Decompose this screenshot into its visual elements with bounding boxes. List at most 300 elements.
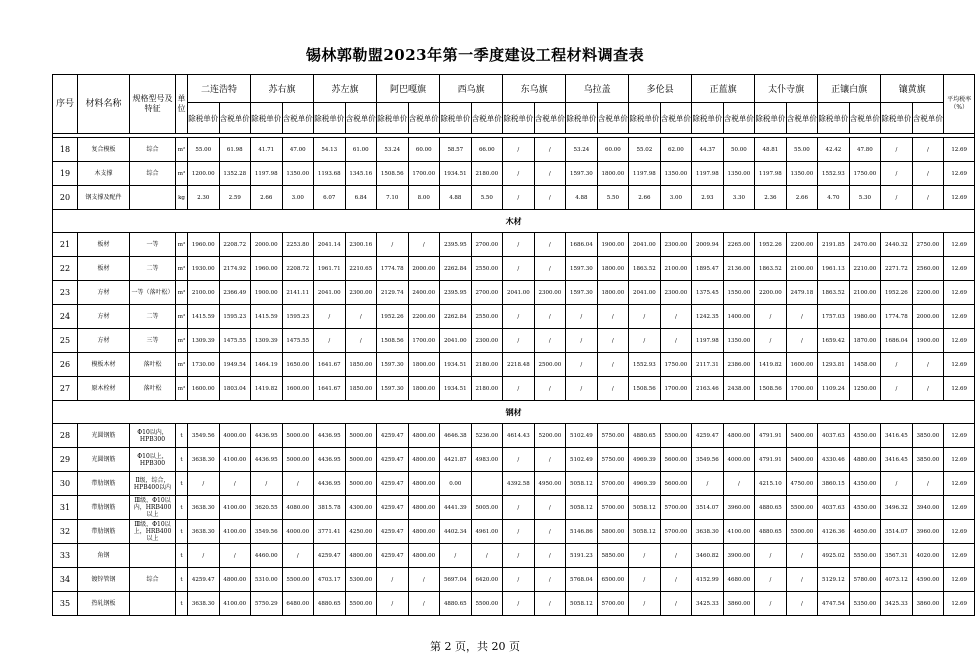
price-incl-tax: 2550.00 — [471, 305, 503, 329]
price-excl-tax: 1900.00 — [251, 281, 283, 305]
page-footer: 第 2 页，共 20 页 — [430, 640, 520, 653]
price-excl-tax: / — [503, 138, 535, 162]
price-excl-tax: 4747.54 — [818, 592, 850, 616]
price-excl-tax: 4259.47 — [377, 472, 409, 496]
table-row — [53, 448, 975, 472]
price-incl-tax: 1800.00 — [408, 353, 440, 377]
row-spec: 一等 — [130, 233, 176, 257]
price-incl-tax: 61.00 — [345, 138, 377, 162]
price-incl-tax: 2300.00 — [660, 233, 692, 257]
price-incl-tax: 4800.00 — [723, 424, 755, 448]
price-incl-tax: 5600.00 — [660, 472, 692, 496]
row-unit: m³ — [176, 329, 188, 353]
price-excl-tax: 4259.47 — [377, 424, 409, 448]
price-excl-tax: 4969.39 — [629, 448, 661, 472]
header-price-excl-tax: 除税单价 — [251, 103, 283, 134]
price-excl-tax: 1774.78 — [377, 257, 409, 281]
price-incl-tax: 47.80 — [849, 138, 881, 162]
price-excl-tax: / — [188, 544, 220, 568]
header-region: 东乌旗 — [503, 75, 566, 103]
price-excl-tax: 2191.85 — [818, 233, 850, 257]
price-incl-tax: 4650.00 — [849, 520, 881, 544]
price-excl-tax: 4969.39 — [629, 472, 661, 496]
table-row — [53, 138, 975, 162]
row-material-name: 光圆钢筋 — [78, 448, 130, 472]
table-row — [53, 305, 975, 329]
row-material-name: 板材 — [78, 257, 130, 281]
price-excl-tax: 6.07 — [314, 186, 346, 210]
price-excl-tax: 1597.30 — [377, 353, 409, 377]
price-incl-tax: 5500.00 — [471, 592, 503, 616]
price-incl-tax: 1350.00 — [723, 329, 755, 353]
row-tax-rate: 12.69 — [944, 329, 975, 353]
price-incl-tax: 3960.00 — [723, 496, 755, 520]
header-price-incl-tax: 含税单价 — [597, 103, 629, 134]
price-excl-tax: 4791.91 — [755, 448, 787, 472]
row-tax-rate: 12.69 — [944, 448, 975, 472]
price-excl-tax: 3638.30 — [188, 448, 220, 472]
price-incl-tax: / — [660, 568, 692, 592]
price-incl-tax: 1595.23 — [282, 305, 314, 329]
price-excl-tax: / — [881, 138, 913, 162]
header-region: 乌拉盖 — [566, 75, 629, 103]
price-excl-tax: / — [566, 353, 598, 377]
price-excl-tax: 1600.00 — [188, 377, 220, 401]
price-excl-tax: 4259.47 — [377, 520, 409, 544]
price-incl-tax: 5500.00 — [786, 520, 818, 544]
price-incl-tax: 8.00 — [408, 186, 440, 210]
price-incl-tax: 3.00 — [660, 186, 692, 210]
row-material-name: 镀锌管钢 — [78, 568, 130, 592]
price-excl-tax: 4646.38 — [440, 424, 472, 448]
price-excl-tax: / — [755, 305, 787, 329]
price-incl-tax: 1350.00 — [786, 162, 818, 186]
price-excl-tax: 1464.19 — [251, 353, 283, 377]
row-unit: m² — [176, 138, 188, 162]
price-incl-tax: 1250.00 — [849, 377, 881, 401]
price-incl-tax: / — [534, 138, 566, 162]
price-incl-tax: / — [597, 305, 629, 329]
price-incl-tax: 2300.00 — [345, 281, 377, 305]
price-excl-tax: 2100.00 — [188, 281, 220, 305]
price-incl-tax: / — [408, 568, 440, 592]
price-excl-tax: 2218.48 — [503, 353, 535, 377]
row-spec: 综合 — [130, 162, 176, 186]
row-tax-rate: 12.69 — [944, 305, 975, 329]
price-excl-tax: 1952.26 — [755, 233, 787, 257]
row-spec: 落叶松 — [130, 353, 176, 377]
price-incl-tax: 5000.00 — [345, 424, 377, 448]
row-seq: 25 — [53, 329, 78, 353]
price-incl-tax: 4250.00 — [345, 520, 377, 544]
row-seq: 21 — [53, 233, 78, 257]
price-incl-tax: 1700.00 — [660, 377, 692, 401]
price-excl-tax: 1508.56 — [377, 162, 409, 186]
price-excl-tax: / — [188, 472, 220, 496]
row-unit: t — [176, 520, 188, 544]
price-excl-tax: 5058.12 — [629, 520, 661, 544]
price-incl-tax: 4800.00 — [408, 520, 440, 544]
price-incl-tax: 1850.00 — [345, 377, 377, 401]
section-title: 钢材 — [53, 401, 975, 424]
price-incl-tax: 5.30 — [849, 186, 881, 210]
price-excl-tax: 2395.95 — [440, 233, 472, 257]
price-excl-tax: 1863.52 — [755, 257, 787, 281]
row-material-name: 角钢 — [78, 544, 130, 568]
price-excl-tax: 1193.68 — [314, 162, 346, 186]
price-excl-tax: / — [629, 305, 661, 329]
price-excl-tax: 5058.12 — [566, 496, 598, 520]
row-material-name: 木支撑 — [78, 162, 130, 186]
section-row — [53, 210, 975, 233]
price-incl-tax: 5550.00 — [849, 544, 881, 568]
price-excl-tax: 4436.95 — [251, 448, 283, 472]
row-spec — [130, 544, 176, 568]
price-excl-tax: 4925.02 — [818, 544, 850, 568]
header-price-incl-tax: 含税单价 — [471, 103, 503, 134]
price-incl-tax: / — [534, 186, 566, 210]
row-spec: Ⅲ级，Φ10以内，HRB400 以上 — [130, 496, 176, 520]
table-row — [53, 568, 975, 592]
price-excl-tax: 5310.00 — [251, 568, 283, 592]
price-excl-tax: 53.24 — [377, 138, 409, 162]
price-incl-tax: 6.84 — [345, 186, 377, 210]
price-incl-tax: 1600.00 — [786, 353, 818, 377]
price-excl-tax: 4436.95 — [314, 472, 346, 496]
price-incl-tax: / — [282, 472, 314, 496]
price-excl-tax: 4259.47 — [377, 448, 409, 472]
header-region: 苏左旗 — [314, 75, 377, 103]
row-material-name: 方材 — [78, 329, 130, 353]
price-incl-tax: 1700.00 — [786, 377, 818, 401]
price-excl-tax: 1597.30 — [377, 377, 409, 401]
price-incl-tax: 5000.00 — [282, 424, 314, 448]
price-incl-tax: 2200.00 — [912, 281, 944, 305]
price-incl-tax: 4000.00 — [282, 520, 314, 544]
row-material-name: 带肋钢筋 — [78, 496, 130, 520]
row-seq: 32 — [53, 520, 78, 544]
price-incl-tax: / — [786, 568, 818, 592]
price-excl-tax: 1934.51 — [440, 377, 472, 401]
price-incl-tax: 1750.00 — [849, 162, 881, 186]
price-excl-tax: / — [251, 472, 283, 496]
price-incl-tax: 4680.00 — [723, 568, 755, 592]
price-incl-tax: 4950.00 — [534, 472, 566, 496]
row-spec: Φ10以内，HPB300 — [130, 424, 176, 448]
price-excl-tax: 3514.07 — [881, 520, 913, 544]
price-excl-tax: 4460.00 — [251, 544, 283, 568]
header-region: 正镶白旗 — [818, 75, 881, 103]
price-incl-tax: 2141.11 — [282, 281, 314, 305]
price-incl-tax: 5600.00 — [660, 448, 692, 472]
price-incl-tax: 2400.00 — [408, 281, 440, 305]
price-excl-tax: / — [503, 520, 535, 544]
price-excl-tax: 4421.87 — [440, 448, 472, 472]
price-excl-tax: 42.42 — [818, 138, 850, 162]
price-incl-tax: / — [534, 448, 566, 472]
row-spec: 一等（落叶松） — [130, 281, 176, 305]
price-excl-tax: 5058.12 — [629, 496, 661, 520]
header-price-excl-tax: 除税单价 — [629, 103, 661, 134]
price-excl-tax: 3416.45 — [881, 424, 913, 448]
price-incl-tax: 4100.00 — [723, 520, 755, 544]
price-excl-tax: 1960.00 — [188, 233, 220, 257]
price-excl-tax: 4880.65 — [755, 496, 787, 520]
price-excl-tax: 3549.56 — [251, 520, 283, 544]
price-excl-tax: 2041.00 — [503, 281, 535, 305]
header-avg-tax-rate: 平均税率（%） — [944, 75, 975, 134]
header-region: 二连浩特 — [188, 75, 251, 103]
price-incl-tax: 66.00 — [471, 138, 503, 162]
price-incl-tax: 2136.00 — [723, 257, 755, 281]
price-incl-tax: 4880.00 — [849, 448, 881, 472]
header-price-excl-tax: 除税单价 — [566, 103, 598, 134]
price-excl-tax: 4880.65 — [629, 424, 661, 448]
price-excl-tax: 1960.00 — [251, 257, 283, 281]
price-incl-tax: 2386.00 — [723, 353, 755, 377]
price-incl-tax: / — [912, 472, 944, 496]
price-excl-tax: 2129.74 — [377, 281, 409, 305]
price-excl-tax: / — [503, 186, 535, 210]
price-excl-tax: / — [503, 329, 535, 353]
row-spec: 落叶松 — [130, 377, 176, 401]
price-incl-tax: 3860.00 — [723, 592, 755, 616]
price-excl-tax: 58.57 — [440, 138, 472, 162]
price-incl-tax: 5005.00 — [471, 496, 503, 520]
price-incl-tax: 5000.00 — [345, 448, 377, 472]
price-incl-tax: 5850.00 — [597, 544, 629, 568]
price-incl-tax: 5500.00 — [282, 568, 314, 592]
row-unit: t — [176, 496, 188, 520]
table-row — [53, 472, 975, 496]
price-incl-tax: 2180.00 — [471, 353, 503, 377]
row-seq: 24 — [53, 305, 78, 329]
row-unit: m³ — [176, 162, 188, 186]
price-incl-tax: 4300.00 — [345, 496, 377, 520]
row-spec: Ⅱ级，综合，HPB400以内 — [130, 472, 176, 496]
price-excl-tax: 55.00 — [188, 138, 220, 162]
table-row — [53, 186, 975, 210]
price-excl-tax: 1597.30 — [566, 257, 598, 281]
price-incl-tax: / — [786, 592, 818, 616]
price-incl-tax: 1900.00 — [912, 329, 944, 353]
price-incl-tax: 2180.00 — [471, 377, 503, 401]
price-incl-tax: 1352.28 — [219, 162, 251, 186]
price-excl-tax: 4259.47 — [188, 568, 220, 592]
price-incl-tax: 1458.00 — [849, 353, 881, 377]
price-excl-tax: 5697.04 — [440, 568, 472, 592]
price-excl-tax: 1419.82 — [755, 353, 787, 377]
price-excl-tax: 1200.00 — [188, 162, 220, 186]
header-region: 太仆寺旗 — [755, 75, 818, 103]
price-incl-tax: 2208.72 — [219, 233, 251, 257]
price-incl-tax: 2210.65 — [345, 257, 377, 281]
price-excl-tax: / — [503, 568, 535, 592]
header-region: 西乌旗 — [440, 75, 503, 103]
price-excl-tax: / — [881, 377, 913, 401]
price-incl-tax: / — [912, 162, 944, 186]
price-incl-tax: 5000.00 — [282, 448, 314, 472]
price-excl-tax: 1597.30 — [566, 281, 598, 305]
price-excl-tax: 2.93 — [692, 186, 724, 210]
price-incl-tax: 1475.55 — [219, 329, 251, 353]
price-excl-tax: 1415.59 — [188, 305, 220, 329]
price-incl-tax: 1400.00 — [723, 305, 755, 329]
price-incl-tax: 2300.00 — [660, 281, 692, 305]
price-excl-tax: / — [377, 233, 409, 257]
price-excl-tax: 3638.30 — [188, 496, 220, 520]
price-incl-tax: / — [786, 544, 818, 568]
table-row — [53, 257, 975, 281]
price-incl-tax: 1980.00 — [849, 305, 881, 329]
price-excl-tax: / — [314, 305, 346, 329]
price-excl-tax: 1309.39 — [188, 329, 220, 353]
price-excl-tax: / — [881, 472, 913, 496]
price-excl-tax: / — [881, 353, 913, 377]
price-excl-tax: / — [755, 592, 787, 616]
header-region: 阿巴嘎旗 — [377, 75, 440, 103]
price-excl-tax: 2440.32 — [881, 233, 913, 257]
row-spec: 三等 — [130, 329, 176, 353]
price-excl-tax: 2041.00 — [440, 329, 472, 353]
price-excl-tax: 2.66 — [251, 186, 283, 210]
header-price-excl-tax: 除税单价 — [503, 103, 535, 134]
price-incl-tax: 5500.00 — [660, 424, 692, 448]
price-excl-tax: 1508.56 — [755, 377, 787, 401]
price-incl-tax: / — [912, 353, 944, 377]
price-incl-tax: 61.98 — [219, 138, 251, 162]
header-price-incl-tax: 含税单价 — [345, 103, 377, 134]
price-incl-tax: / — [345, 329, 377, 353]
price-excl-tax: 1508.56 — [629, 377, 661, 401]
price-excl-tax: 4436.95 — [314, 448, 346, 472]
price-incl-tax: 2208.72 — [282, 257, 314, 281]
price-incl-tax: 1550.00 — [723, 281, 755, 305]
price-excl-tax: / — [377, 592, 409, 616]
header-price-excl-tax: 除税单价 — [314, 103, 346, 134]
row-material-name: 钢支撑及配件 — [78, 186, 130, 210]
price-excl-tax: / — [377, 568, 409, 592]
price-excl-tax: / — [566, 377, 598, 401]
price-incl-tax: 4100.00 — [219, 448, 251, 472]
price-excl-tax: 3496.32 — [881, 496, 913, 520]
price-excl-tax: 1659.42 — [818, 329, 850, 353]
price-excl-tax: 41.71 — [251, 138, 283, 162]
price-excl-tax: 4073.12 — [881, 568, 913, 592]
row-tax-rate: 12.69 — [944, 472, 975, 496]
row-tax-rate: 12.69 — [944, 377, 975, 401]
header-price-excl-tax: 除税单价 — [818, 103, 850, 134]
row-unit: t — [176, 568, 188, 592]
price-excl-tax: 1419.82 — [251, 377, 283, 401]
price-incl-tax: / — [219, 544, 251, 568]
price-excl-tax: 4441.39 — [440, 496, 472, 520]
price-incl-tax: 4100.00 — [219, 592, 251, 616]
price-incl-tax: 4750.00 — [786, 472, 818, 496]
price-incl-tax: / — [912, 138, 944, 162]
price-incl-tax: 3900.00 — [723, 544, 755, 568]
price-incl-tax: 2560.00 — [912, 257, 944, 281]
price-excl-tax: 2271.72 — [881, 257, 913, 281]
price-excl-tax: 4614.43 — [503, 424, 535, 448]
header-price-incl-tax: 含税单价 — [282, 103, 314, 134]
table-row — [53, 353, 975, 377]
price-excl-tax: 5058.12 — [566, 592, 598, 616]
header-price-incl-tax: 含税单价 — [912, 103, 944, 134]
row-unit: t — [176, 544, 188, 568]
price-incl-tax: / — [534, 329, 566, 353]
price-incl-tax: / — [534, 568, 566, 592]
price-incl-tax: 4100.00 — [219, 520, 251, 544]
row-seq: 29 — [53, 448, 78, 472]
section-title: 木材 — [53, 210, 975, 233]
price-incl-tax: 5.50 — [471, 186, 503, 210]
price-excl-tax: 4.88 — [566, 186, 598, 210]
row-seq: 26 — [53, 353, 78, 377]
table-row — [53, 162, 975, 186]
price-incl-tax: 3850.00 — [912, 448, 944, 472]
price-incl-tax: 2500.00 — [534, 353, 566, 377]
page-title: 锡林郭勒盟2023年第一季度建设工程材料调查表 — [305, 46, 645, 64]
price-incl-tax: / — [534, 305, 566, 329]
header-price-incl-tax: 含税单价 — [408, 103, 440, 134]
price-excl-tax: / — [503, 377, 535, 401]
price-excl-tax: 5191.23 — [566, 544, 598, 568]
row-seq: 27 — [53, 377, 78, 401]
price-incl-tax: 2180.00 — [471, 162, 503, 186]
row-unit: m³ — [176, 281, 188, 305]
price-excl-tax: / — [566, 305, 598, 329]
row-material-name: 热轧钢板 — [78, 592, 130, 616]
row-material-name: 原木栓材 — [78, 377, 130, 401]
price-incl-tax: 2100.00 — [660, 257, 692, 281]
row-tax-rate: 12.69 — [944, 424, 975, 448]
price-excl-tax: 1641.67 — [314, 353, 346, 377]
price-incl-tax: 3960.00 — [912, 520, 944, 544]
price-incl-tax: 4800.00 — [408, 448, 440, 472]
price-incl-tax: / — [660, 544, 692, 568]
header-price-excl-tax: 除税单价 — [755, 103, 787, 134]
price-excl-tax: 5058.12 — [566, 472, 598, 496]
row-seq: 30 — [53, 472, 78, 496]
row-unit: m³ — [176, 353, 188, 377]
price-incl-tax: 4961.00 — [471, 520, 503, 544]
price-excl-tax: 48.81 — [755, 138, 787, 162]
price-incl-tax: 5700.00 — [597, 472, 629, 496]
price-incl-tax: / — [912, 377, 944, 401]
price-excl-tax: 4215.10 — [755, 472, 787, 496]
price-incl-tax: 2438.00 — [723, 377, 755, 401]
price-incl-tax: 5000.00 — [345, 472, 377, 496]
price-excl-tax: / — [314, 329, 346, 353]
price-incl-tax — [471, 472, 503, 496]
price-excl-tax: 54.13 — [314, 138, 346, 162]
price-excl-tax: 1961.13 — [818, 257, 850, 281]
price-excl-tax: / — [503, 544, 535, 568]
price-incl-tax: 55.00 — [786, 138, 818, 162]
row-tax-rate: 12.69 — [944, 162, 975, 186]
price-excl-tax: 1197.98 — [251, 162, 283, 186]
header-spec: 规格型号及特征 — [130, 75, 176, 134]
row-tax-rate: 12.69 — [944, 568, 975, 592]
row-seq: 18 — [53, 138, 78, 162]
price-excl-tax: / — [692, 472, 724, 496]
row-unit: t — [176, 424, 188, 448]
price-excl-tax: 4.88 — [440, 186, 472, 210]
price-excl-tax: / — [503, 592, 535, 616]
price-incl-tax: 1700.00 — [408, 329, 440, 353]
price-incl-tax: 2265.00 — [723, 233, 755, 257]
